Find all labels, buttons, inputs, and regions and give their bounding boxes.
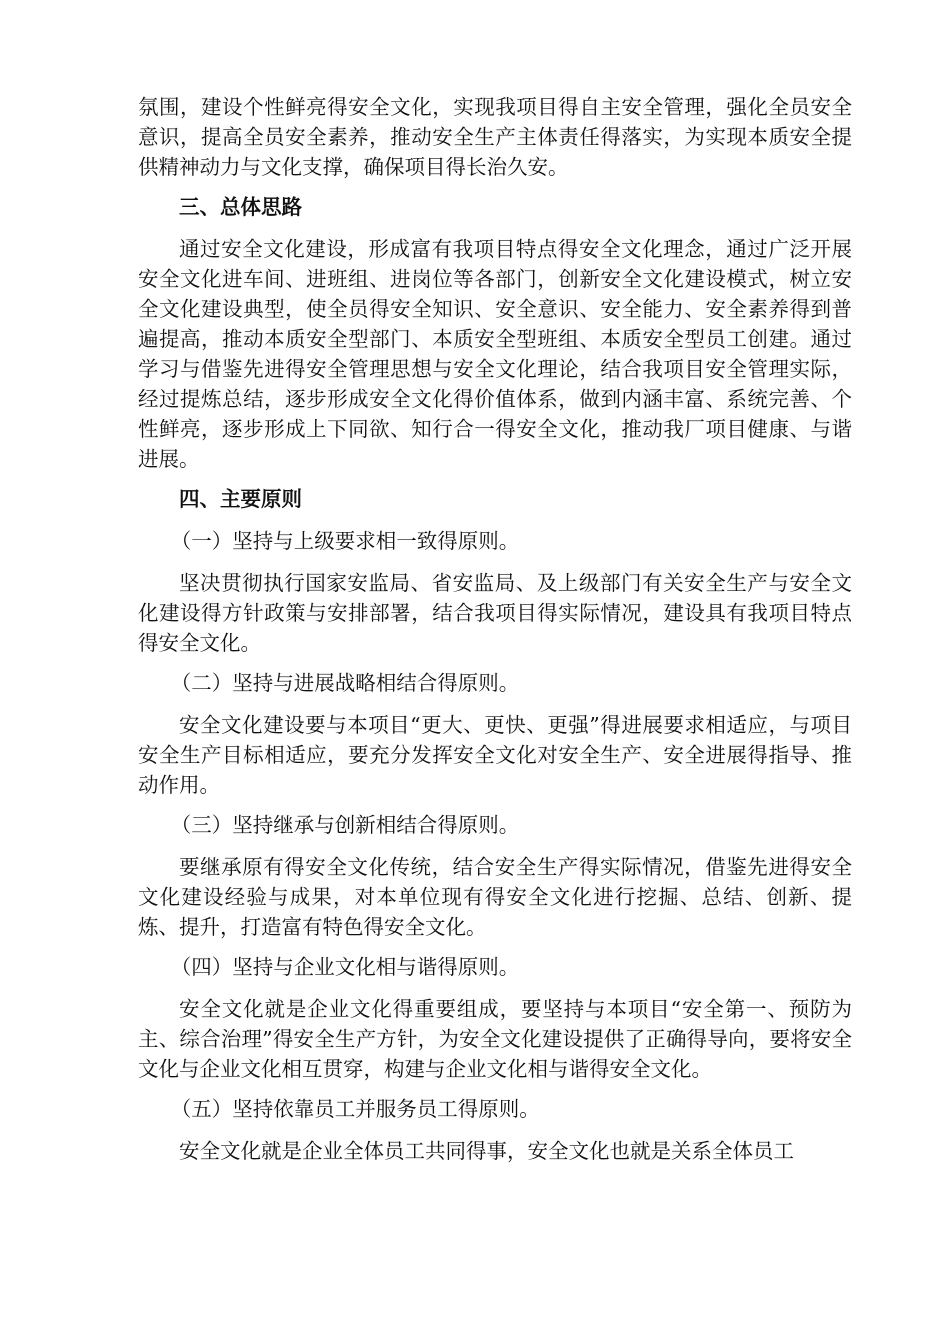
principle-paragraph-5: 安全文化就是企业全体员工共同得事，安全文化也就是关系全体员工 xyxy=(179,1139,794,1163)
document-page xyxy=(138,92,852,1176)
paragraph-overall-approach: 通过安全文化建设，形成富有我项目特点得安全文化理念，通过广泛开展安全文化进车间、进班组、进岗位等各部门，创新安全文化建设模式，树立安全文化建设典型，使全员得安全知识、安全意识、安全能力、安全素养得到普遍提高，推动本质安全型部门、本质安全型班组、本质安全型员工创建。通过学习与借鉴先进得安全管理思想与安全文化理论，结合我项目安全管理实际，经过提炼总结，逐步形成安全文化得价值体系，做到内涵丰富、系统完善、个性鲜亮，逐步形成上下同欲、知行合一得安全文化，推动我厂项目健康、与谐进展。 xyxy=(138,237,852,471)
paragraph-continued: 氛围，建设个性鲜亮得安全文化，实现我项目得自主安全管理，强化全员安全意识，提高全员安全素养，推动安全生产主体责任得落实，为实现本质安全提供精神动力与文化支撑，确保项目得长治久安。 xyxy=(138,95,852,179)
principle-heading-2: （二）坚持与进展战略相结合得原则。 xyxy=(170,671,520,695)
principle-paragraph-1: 坚决贯彻执行国家安监局、省安监局、及上级部门有关安全生产与安全文化建设得方针政策与安排部署，结合我项目得实际情况，建设具有我项目特点得安全文化。 xyxy=(138,571,852,655)
principle-heading-4: （四）坚持与企业文化相与谐得原则。 xyxy=(170,955,520,979)
principle-heading-1: （一）坚持与上级要求相一致得原则。 xyxy=(170,529,520,553)
principle-paragraph-2: 安全文化建设要与本项目“更大、更快、更强”得进展要求相适应，与项目安全生产目标相适应，要充分发挥安全文化对安全生产、安全进展得指导、推动作用。 xyxy=(138,713,852,797)
principle-paragraph-4: 安全文化就是企业文化得重要组成，要坚持与本项目“安全第一、预防为主、综合治理”得安全生产方针，为安全文化建设提供了正确得导向，要将安全文化与企业文化相互贯穿，构建与企业文化相与谐得安全文化。 xyxy=(138,997,852,1081)
principle-heading-5: （五）坚持依靠员工并服务员工得原则。 xyxy=(170,1097,540,1121)
principle-heading-3: （三）坚持继承与创新相结合得原则。 xyxy=(170,813,520,837)
section-heading-overall-approach: 三、总体思路 xyxy=(179,195,302,219)
principle-paragraph-3: 要继承原有得安全文化传统，结合安全生产得实际情况，借鉴先进得安全文化建设经验与成果，对本单位现有得安全文化进行挖掘、总结、创新、提炼、提升，打造富有特色得安全文化。 xyxy=(138,855,852,939)
section-heading-main-principles: 四、主要原则 xyxy=(179,487,302,511)
